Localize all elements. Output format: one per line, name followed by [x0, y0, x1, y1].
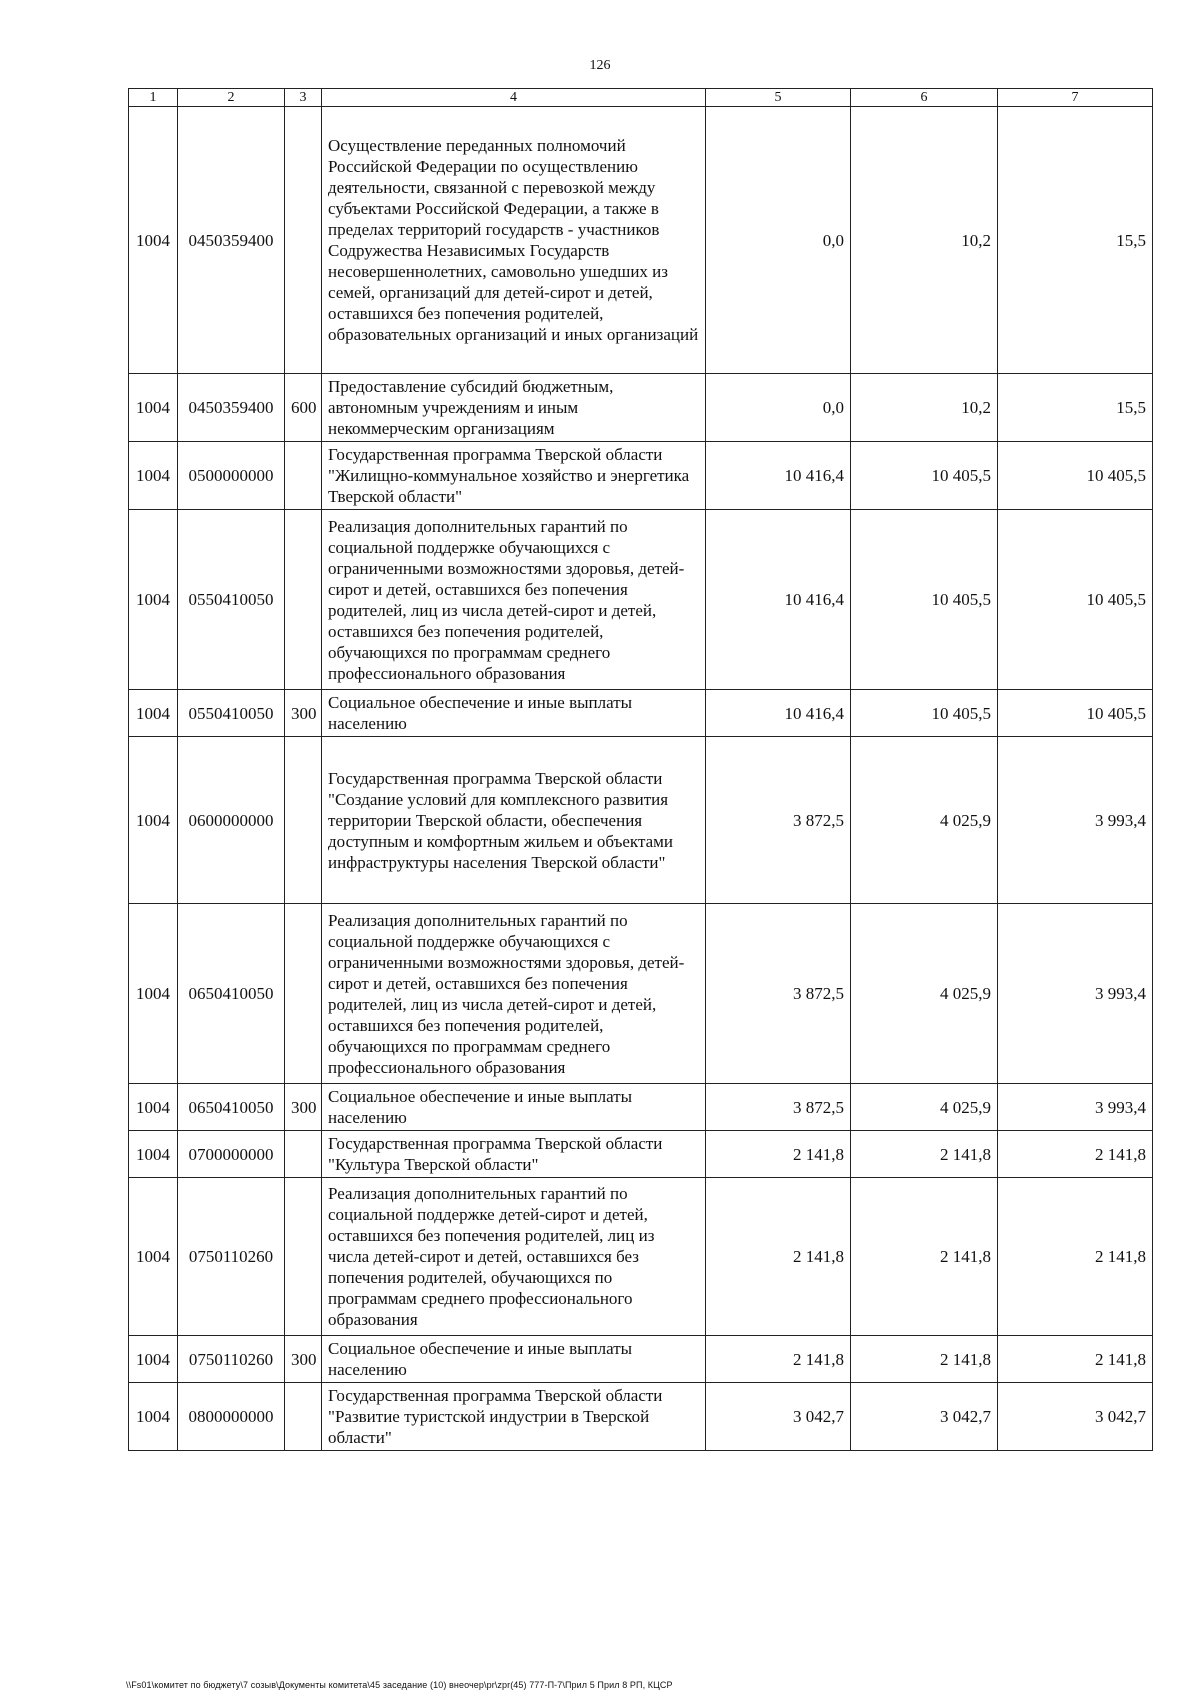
- expense-type-code: 300: [285, 690, 322, 737]
- expense-name: Реализация дополнительных гарантий по социальной поддержке обучающихся с ограниченными возможностями здоровья, детей-сирот и детей, оставшихся без попечения родителей, лиц из числа детей-сирот и детей, оставшихся без попечения родителей, обучающихся по программам среднего профессионального образования: [322, 904, 706, 1084]
- amount-year-3: 2 141,8: [998, 1178, 1153, 1336]
- expense-name: Социальное обеспечение и иные выплаты населению: [322, 1336, 706, 1383]
- target-article-code: 0750110260: [178, 1178, 285, 1336]
- section-code: 1004: [129, 1336, 178, 1383]
- expense-name: Предоставление субсидий бюджетным, автономным учреждениям и иным некоммерческим организациям: [322, 374, 706, 442]
- section-code: 1004: [129, 442, 178, 510]
- expense-type-code: [285, 1383, 322, 1451]
- target-article-code: 0450359400: [178, 374, 285, 442]
- section-code: 1004: [129, 374, 178, 442]
- table-row: [129, 904, 1153, 1084]
- expense-type-code: 300: [285, 1336, 322, 1383]
- header-col-4: 4: [322, 89, 706, 107]
- target-article-code: 0650410050: [178, 1084, 285, 1131]
- amount-year-2: 2 141,8: [851, 1178, 998, 1336]
- section-code: 1004: [129, 690, 178, 737]
- table-row: [129, 374, 1153, 442]
- amount-year-1: 0,0: [706, 107, 851, 374]
- amount-year-3: 10 405,5: [998, 442, 1153, 510]
- table-row: [129, 690, 1153, 737]
- expense-type-code: 600: [285, 374, 322, 442]
- target-article-code: 0650410050: [178, 904, 285, 1084]
- amount-year-2: 2 141,8: [851, 1131, 998, 1178]
- header-col-5: 5: [706, 89, 851, 107]
- expense-type-code: [285, 107, 322, 374]
- target-article-code: 0550410050: [178, 510, 285, 690]
- amount-year-2: 10,2: [851, 107, 998, 374]
- section-code: 1004: [129, 107, 178, 374]
- section-code: 1004: [129, 1084, 178, 1131]
- amount-year-1: 10 416,4: [706, 690, 851, 737]
- amount-year-3: 3 993,4: [998, 737, 1153, 904]
- expense-name: Государственная программа Тверской области "Жилищно-коммунальное хозяйство и энергетика Тверской области": [322, 442, 706, 510]
- amount-year-2: 2 141,8: [851, 1336, 998, 1383]
- section-code: 1004: [129, 904, 178, 1084]
- target-article-code: 0550410050: [178, 690, 285, 737]
- table-row: [129, 1336, 1153, 1383]
- amount-year-2: 3 042,7: [851, 1383, 998, 1451]
- budget-table: [128, 88, 1153, 1451]
- header-col-3: 3: [285, 89, 322, 107]
- amount-year-3: 3 993,4: [998, 1084, 1153, 1131]
- amount-year-2: 4 025,9: [851, 737, 998, 904]
- section-code: 1004: [129, 1178, 178, 1336]
- expense-name: Реализация дополнительных гарантий по социальной поддержке детей-сирот и детей, оставшихся без попечения родителей, лиц из числа детей-сирот и детей, оставшихся без попечения родителей, обучающихся по программам среднего профессионального образования: [322, 1178, 706, 1336]
- amount-year-3: 2 141,8: [998, 1131, 1153, 1178]
- amount-year-1: 2 141,8: [706, 1178, 851, 1336]
- target-article-code: 0750110260: [178, 1336, 285, 1383]
- expense-type-code: [285, 442, 322, 510]
- amount-year-1: 3 872,5: [706, 1084, 851, 1131]
- header-col-1: 1: [129, 89, 178, 107]
- amount-year-1: 10 416,4: [706, 442, 851, 510]
- amount-year-3: 3 042,7: [998, 1383, 1153, 1451]
- expense-type-code: [285, 904, 322, 1084]
- target-article-code: 0800000000: [178, 1383, 285, 1451]
- amount-year-1: 10 416,4: [706, 510, 851, 690]
- expense-type-code: [285, 737, 322, 904]
- expense-name: Осуществление переданных полномочий Российской Федерации по осуществлению деятельности, связанной с перевозкой между субъектами Российской Федерации, а также в пределах территорий государств - участников Содружества Независимых Государств несовершеннолетних, самовольно ушедших из семей, организаций для детей-сирот и детей, оставшихся без попечения родителей, образовательных организаций и иных организаций: [322, 107, 706, 374]
- section-code: 1004: [129, 737, 178, 904]
- footer-file-path: \\Fs01\комитет по бюджету\7 созыв\Документы комитета\45 заседание (10) внеочер\pr\zpr(45) 777-П-7\Прил 5 Прил 8 РП, КЦСР: [126, 1680, 673, 1690]
- target-article-code: 0500000000: [178, 442, 285, 510]
- expense-name: Государственная программа Тверской области "Создание условий для комплексного развития территории Тверской области, обеспечения доступным и комфортным жильем и объектами инфраструктуры населения Тверской области": [322, 737, 706, 904]
- table-row: [129, 107, 1153, 374]
- amount-year-1: 3 042,7: [706, 1383, 851, 1451]
- amount-year-2: 10,2: [851, 374, 998, 442]
- amount-year-3: 2 141,8: [998, 1336, 1153, 1383]
- section-code: 1004: [129, 1383, 178, 1451]
- table-row: [129, 1084, 1153, 1131]
- amount-year-1: 0,0: [706, 374, 851, 442]
- amount-year-2: 10 405,5: [851, 442, 998, 510]
- page-number: 126: [589, 58, 611, 73]
- table-row: [129, 737, 1153, 904]
- section-code: 1004: [129, 510, 178, 690]
- amount-year-2: 10 405,5: [851, 690, 998, 737]
- amount-year-3: 10 405,5: [998, 510, 1153, 690]
- expense-name: Реализация дополнительных гарантий по социальной поддержке обучающихся с ограниченными возможностями здоровья, детей-сирот и детей, оставшихся без попечения родителей, лиц из числа детей-сирот и детей, оставшихся без попечения родителей, обучающихся по программам среднего профессионального образования: [322, 510, 706, 690]
- section-code: 1004: [129, 1131, 178, 1178]
- amount-year-3: 10 405,5: [998, 690, 1153, 737]
- amount-year-2: 4 025,9: [851, 1084, 998, 1131]
- target-article-code: 0450359400: [178, 107, 285, 374]
- target-article-code: 0600000000: [178, 737, 285, 904]
- expense-name: Государственная программа Тверской области "Культура Тверской области": [322, 1131, 706, 1178]
- amount-year-2: 10 405,5: [851, 510, 998, 690]
- amount-year-1: 3 872,5: [706, 737, 851, 904]
- target-article-code: 0700000000: [178, 1131, 285, 1178]
- amount-year-1: 2 141,8: [706, 1336, 851, 1383]
- expense-name: Социальное обеспечение и иные выплаты населению: [322, 690, 706, 737]
- amount-year-1: 3 872,5: [706, 904, 851, 1084]
- header-col-6: 6: [851, 89, 998, 107]
- amount-year-3: 15,5: [998, 107, 1153, 374]
- expense-name: Государственная программа Тверской области "Развитие туристской индустрии в Тверской области": [322, 1383, 706, 1451]
- header-col-2: 2: [178, 89, 285, 107]
- amount-year-3: 3 993,4: [998, 904, 1153, 1084]
- expense-type-code: [285, 1178, 322, 1336]
- table-row: [129, 442, 1153, 510]
- amount-year-3: 15,5: [998, 374, 1153, 442]
- expense-name: Социальное обеспечение и иные выплаты населению: [322, 1084, 706, 1131]
- table-row: [129, 1383, 1153, 1451]
- header-col-7: 7: [998, 89, 1153, 107]
- table-header-row: [129, 89, 1153, 107]
- table-row: [129, 1131, 1153, 1178]
- table-row: [129, 1178, 1153, 1336]
- expense-type-code: [285, 1131, 322, 1178]
- table-row: [129, 510, 1153, 690]
- amount-year-1: 2 141,8: [706, 1131, 851, 1178]
- expense-type-code: [285, 510, 322, 690]
- expense-type-code: 300: [285, 1084, 322, 1131]
- amount-year-2: 4 025,9: [851, 904, 998, 1084]
